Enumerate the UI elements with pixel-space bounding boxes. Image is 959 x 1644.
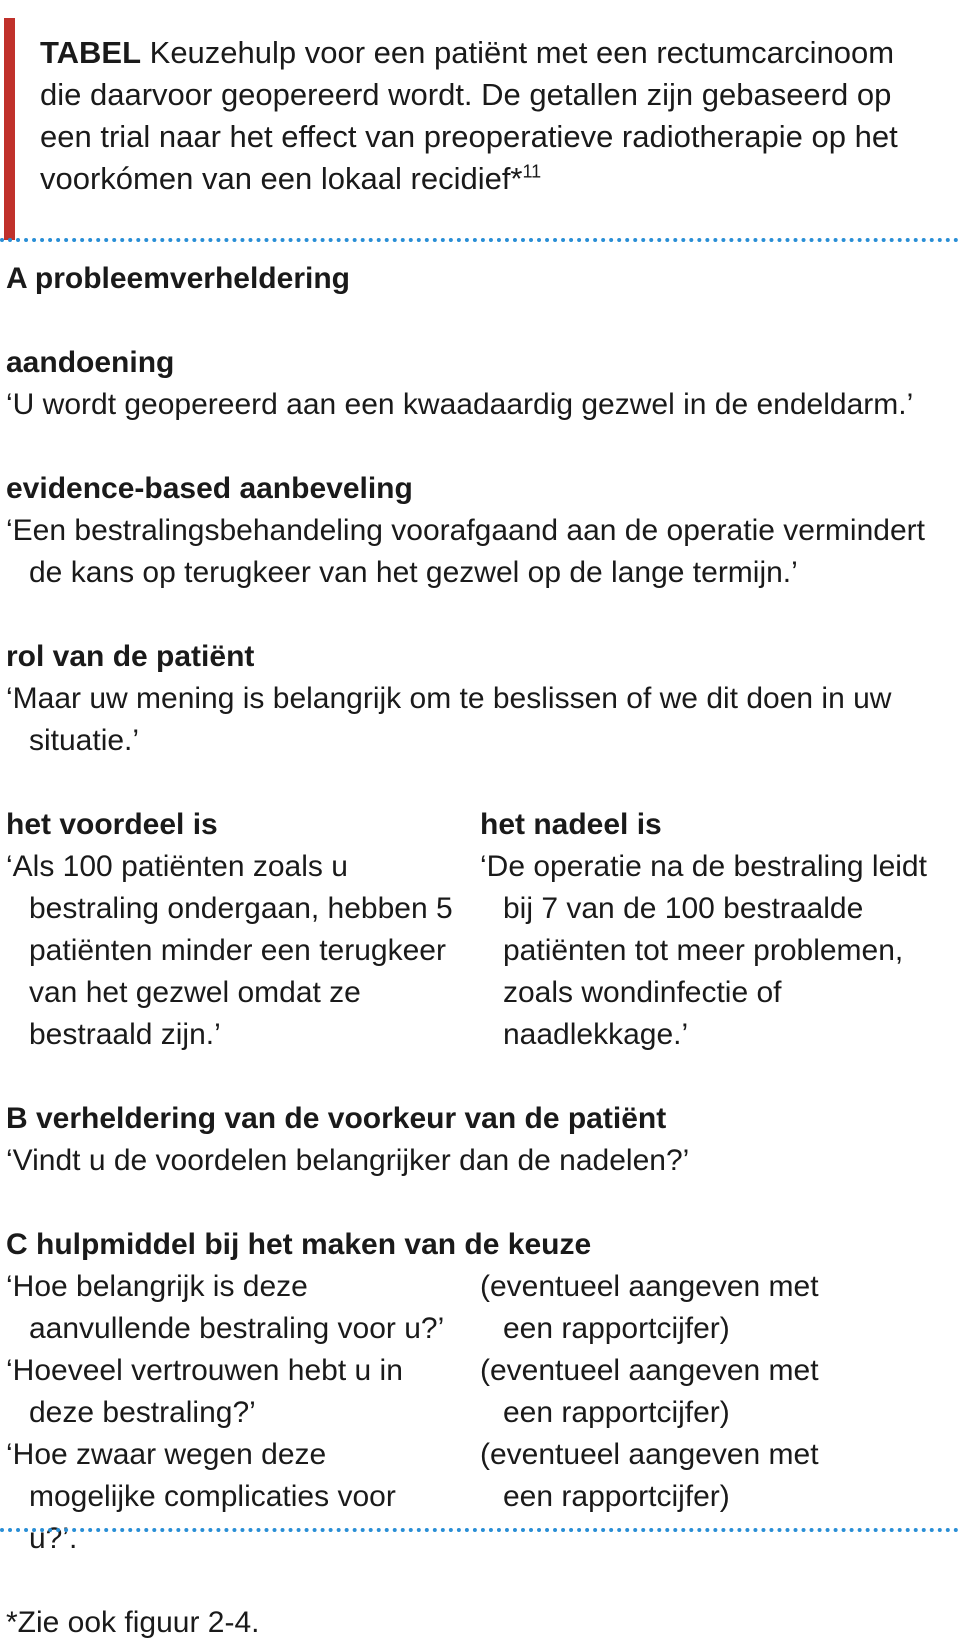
divider-top (0, 238, 959, 242)
voordeel-text: ‘Als 100 patiënten zoals u bestraling ondergaan, hebben 5 patiënten minder een terugkeer van het gezwel omdat ze bestraald zijn.’ (6, 850, 453, 1051)
caption-reference: 11 (522, 161, 542, 182)
question-text: ‘Hoe zwaar wegen deze mogelijke complicaties voor u?’. (6, 1438, 396, 1555)
note-item (480, 1350, 954, 1434)
note-text: (eventueel aangeven met een rapportcijfer) (480, 1354, 819, 1429)
caption-accent-bar (4, 18, 15, 240)
voordeel-nadeel-row (6, 804, 954, 1056)
aandoening-heading: aandoening (6, 346, 175, 379)
section-c-heading: C hulpmiddel bij het maken van de keuze (6, 1228, 592, 1261)
note-item (480, 1266, 954, 1350)
question-item (6, 1350, 480, 1434)
caption-body: Keuzehulp voor een patiënt met een rectumcarcinoom die daarvoor geopereerd wordt. De getallen zijn gebaseerd op een trial naar het effect van preoperatieve radiotherapie op het voorkómen van een lokaal recidief* (40, 35, 898, 196)
voordeel-column (6, 804, 480, 1056)
caption-text (40, 32, 930, 200)
aanbeveling-heading: evidence-based aanbeveling (6, 472, 413, 505)
caption-label: TABEL (40, 35, 142, 70)
divider-bottom (0, 1528, 959, 1532)
nadeel-text: ‘De operatie na de bestraling leidt bij 7 van de 100 bestraalde patiënten tot meer problemen, zoals wondinfectie of naadlekkage.’ (480, 850, 927, 1051)
section-b-text: ‘Vindt u de voordelen belangrijker dan de nadelen?’ (6, 1144, 690, 1177)
section-b-heading: B verheldering van de voorkeur van de patiënt (6, 1102, 667, 1135)
rol-heading: rol van de patiënt (6, 640, 255, 673)
note-text: (eventueel aangeven met een rapportcijfer) (480, 1270, 819, 1345)
nadeel-heading: het nadeel is (480, 808, 662, 841)
note-text: (eventueel aangeven met een rapportcijfer) (480, 1438, 819, 1513)
question-text: ‘Hoeveel vertrouwen hebt u in deze bestraling?’ (6, 1354, 403, 1429)
voordeel-heading: het voordeel is (6, 808, 218, 841)
section-a-heading: A probleemverheldering (6, 262, 350, 295)
table-content (6, 258, 954, 1644)
question-text: ‘Hoe belangrijk is deze aanvullende bestraling voor u?’ (6, 1270, 445, 1345)
table-caption (4, 18, 934, 240)
footnote: *Zie ook figuur 2-4. (6, 1606, 260, 1639)
rol-text: ‘Maar uw mening is belangrijk om te beslissen of we dit doen in uw situatie.’ (6, 682, 892, 757)
section-c-row (6, 1350, 954, 1434)
question-item (6, 1434, 480, 1560)
note-item (480, 1434, 954, 1560)
section-c-row (6, 1266, 954, 1350)
nadeel-column (480, 804, 954, 1056)
aanbeveling-text: ‘Een bestralingsbehandeling voorafgaand aan de operatie vermindert de kans op terugkeer van het gezwel op de lange termijn.’ (6, 514, 925, 589)
section-c-row (6, 1434, 954, 1560)
question-item (6, 1266, 480, 1350)
aandoening-text: ‘U wordt geopereerd aan een kwaadaardig gezwel in de endeldarm.’ (6, 388, 914, 421)
